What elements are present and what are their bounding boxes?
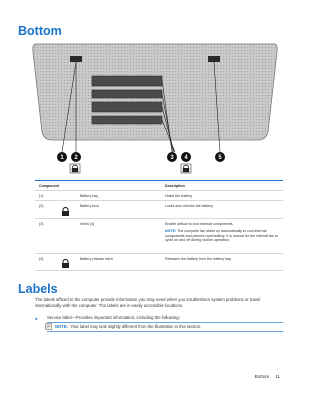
callout-5 xyxy=(215,152,225,162)
service-label-bullet: Service label—Provides important information, including the following: xyxy=(47,315,180,320)
bullet-marker: ● xyxy=(35,316,38,321)
note-label: NOTE: xyxy=(55,323,69,329)
row-number: (4) xyxy=(39,257,44,261)
page-footer xyxy=(249,374,280,379)
header-component: Component xyxy=(39,184,59,188)
note-text: The computer fan starts up automatically to cool internal components and prevent overheating. It is normal for the internal fan to cycle on and off during routine operation. xyxy=(165,229,278,243)
laptop-bottom-illustration xyxy=(30,40,280,175)
callout-1 xyxy=(57,152,67,162)
callout-badges xyxy=(57,152,225,162)
row-component: Vents (4) xyxy=(80,222,95,226)
row-note xyxy=(165,229,281,243)
note-text: Your label may look slightly different from the illustration in this section. xyxy=(70,323,202,329)
labels-intro: The labels affixed to the computer provide information you may need when you troubleshoot system problems or travel internationally with the computer. The labels are in easily accessible locations. xyxy=(35,297,261,308)
row-description: Locks and unlocks the battery. xyxy=(165,204,214,208)
lock-icon-figure-left xyxy=(70,164,80,173)
table-row xyxy=(35,253,283,271)
note-box xyxy=(47,322,283,332)
svg-text:4: 4 xyxy=(184,155,188,161)
table-header-row xyxy=(35,180,283,190)
row-description: Holds the battery. xyxy=(165,194,193,198)
header-description: Description xyxy=(165,184,185,188)
note-icon xyxy=(45,323,53,330)
note-label: NOTE: xyxy=(165,229,177,233)
battery-lock-slot xyxy=(208,56,220,62)
row-component: Battery release latch xyxy=(80,257,113,261)
lock-icon-figure-right xyxy=(181,164,191,173)
row-number: (1) xyxy=(39,194,44,198)
svg-text:1: 1 xyxy=(60,155,64,161)
section-title-labels: Labels xyxy=(18,282,58,296)
svg-text:2: 2 xyxy=(74,155,78,161)
table-row xyxy=(35,190,283,200)
battery-latch xyxy=(70,56,82,62)
table-row xyxy=(35,200,283,218)
row-number: (2) xyxy=(39,204,44,208)
svg-text:3: 3 xyxy=(170,155,174,161)
page-number: 11 xyxy=(275,374,280,379)
row-description: Releases the battery from the battery bay. xyxy=(165,257,232,261)
row-component: Battery lock xyxy=(80,204,99,208)
row-component: Battery bay xyxy=(80,194,99,198)
section-title-bottom: Bottom xyxy=(18,24,62,38)
lock-icon xyxy=(61,206,70,216)
footer-section: Bottom xyxy=(254,374,270,379)
callout-3 xyxy=(167,152,177,162)
callout-2 xyxy=(71,152,81,162)
lock-icon xyxy=(61,258,70,268)
callout-4 xyxy=(181,152,191,162)
row-number: (3) xyxy=(39,222,44,226)
svg-text:5: 5 xyxy=(218,155,222,161)
table-row xyxy=(35,218,283,253)
row-description: Enable airflow to cool internal components. xyxy=(165,222,234,226)
